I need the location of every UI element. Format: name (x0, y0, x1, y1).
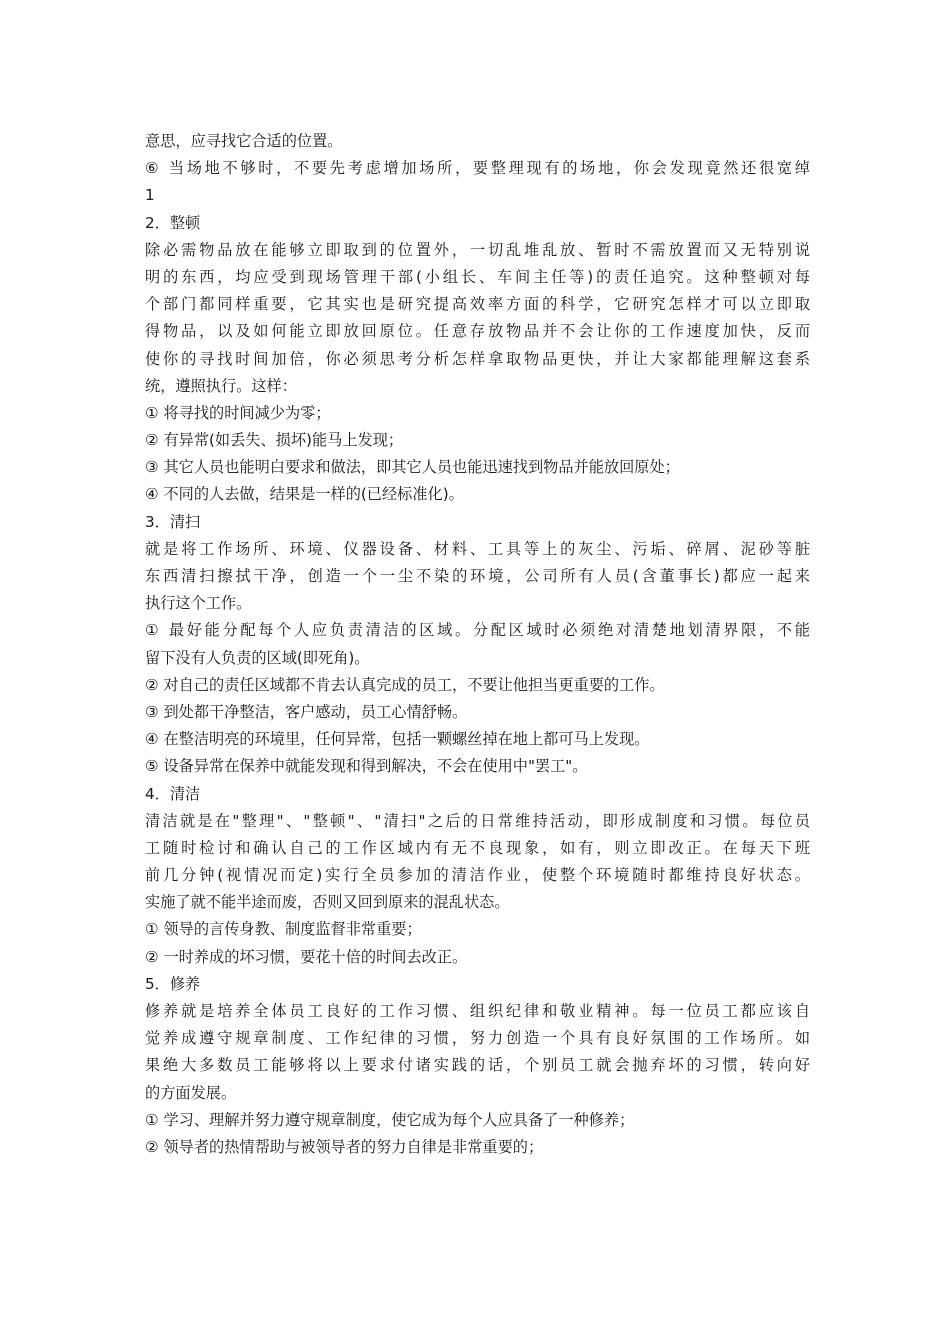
section-heading: 2．整顿 (145, 213, 201, 232)
text-line: 得物品，以及如何能立即放回原位。任意存放物品并不会让你的工作速度加快，反而 (145, 322, 810, 341)
text-line: 意思，应寻找它合适的位置。 (145, 132, 343, 150)
list-item: ④ 在整洁明亮的环境里，任何异常，包括一颗螺丝掉在地上都可马上发现。 (145, 730, 650, 749)
text-line: 觉养成遵守规章制度、工作纪律的习惯，努力创造一个具有良好氛围的工作场所。如 (145, 1029, 810, 1048)
list-item: ④ 不同的人去做，结果是一样的(已经标准化)。 (145, 485, 464, 504)
text-line: ⑥ 当场地不够时，不要先考虑增加场所，要整理现有的场地，你会发现竟然还很宽绰 (145, 159, 810, 178)
list-item: ① 领导的言传身教、制度监督非常重要； (145, 920, 422, 939)
list-item: ② 有异常(如丢失、损坏)能马上发现； (145, 431, 404, 450)
document-page (145, 128, 810, 1161)
list-item: ② 领导者的热情帮助与被领导者的努力自律是非常重要的； (145, 1137, 544, 1156)
list-item: ② 一时养成的坏习惯，要花十倍的时间去改正。 (145, 947, 468, 966)
text-line: 果绝大多数员工能够将以上要求付诸实践的话，个别员工就会抛弃坏的习惯，转向好 (145, 1056, 810, 1075)
section-heading: 4．清洁 (145, 784, 201, 803)
text-line: 工随时检讨和确认自己的工作区域内有无不良现象，如有，则立即改正。在每天下班 (145, 838, 810, 857)
text-line: 除必需物品放在能够立即取到的位置外，一切乱堆乱放、暂时不需放置而又无特别说 (145, 240, 810, 259)
text-line: 清洁就是在"整理"、"整顿"、"清扫"之后的日常维持活动，即形成制度和习惯。每位员 (145, 811, 810, 830)
text-line: 前几分钟(视情况而定)实行全员参加的清洁作业，使整个环境随时都维持良好状态。 (145, 866, 810, 885)
list-item: ① 学习、理解并努力遵守规章制度，使它成为每个人应具备了一种修养； (145, 1110, 635, 1129)
text-line: 1 (145, 186, 155, 205)
text-line: 统，遵照执行。这样： (145, 376, 297, 395)
list-item: ① 最好能分配每个人应负责清洁的区域。分配区域时必须绝对清楚地划清界限，不能 (145, 621, 810, 640)
section-heading: 3．清扫 (145, 512, 201, 531)
text-line: 就是将工作场所、环境、仪器设备、材料、工具等上的灰尘、污垢、碎屑、泥砂等脏 (145, 539, 810, 558)
text-line: 东西清扫擦拭干净，创造一个一尘不染的环境，公司所有人员(含董事长)都应一起来 (145, 567, 810, 585)
text-line: 的方面发展。 (145, 1083, 237, 1102)
list-item: ⑤ 设备异常在保养中就能发现和得到解决，不会在使用中"罢工"。 (145, 757, 588, 776)
list-item: ② 对自己的责任区域都不肯去认真完成的员工，不要让他担当更重要的工作。 (145, 675, 665, 694)
text-line: 留下没有人负责的区域(即死角)。 (145, 648, 370, 667)
list-item: ① 将寻找的时间减少为零； (145, 403, 331, 422)
list-item: ③ 到处都干净整洁，客户感动，员工心情舒畅。 (145, 702, 468, 721)
text-line: 明的东西，均应受到现场管理干部(小组长、车间主任等)的责任追究。这种整顿对每 (145, 267, 810, 286)
section-heading: 5．修养 (145, 974, 201, 993)
text-line: 实施了就不能半途而废，否则又回到原来的混乱状态。 (145, 893, 510, 912)
text-line: 执行这个工作。 (145, 594, 252, 613)
text-line: 修养就是培养全体员工良好的工作习惯、组织纪律和敬业精神。每一位员工都应该自 (145, 1002, 810, 1020)
text-line: 个部门都同样重要，它其实也是研究提高效率方面的科学，它研究怎样才可以立即取 (145, 295, 810, 314)
text-line: 使你的寻找时间加倍，你必须思考分析怎样拿取物品更快，并让大家都能理解这套系 (145, 349, 810, 368)
list-item: ③ 其它人员也能明白要求和做法，即其它人员也能迅速找到物品并能放回原处； (145, 458, 680, 477)
